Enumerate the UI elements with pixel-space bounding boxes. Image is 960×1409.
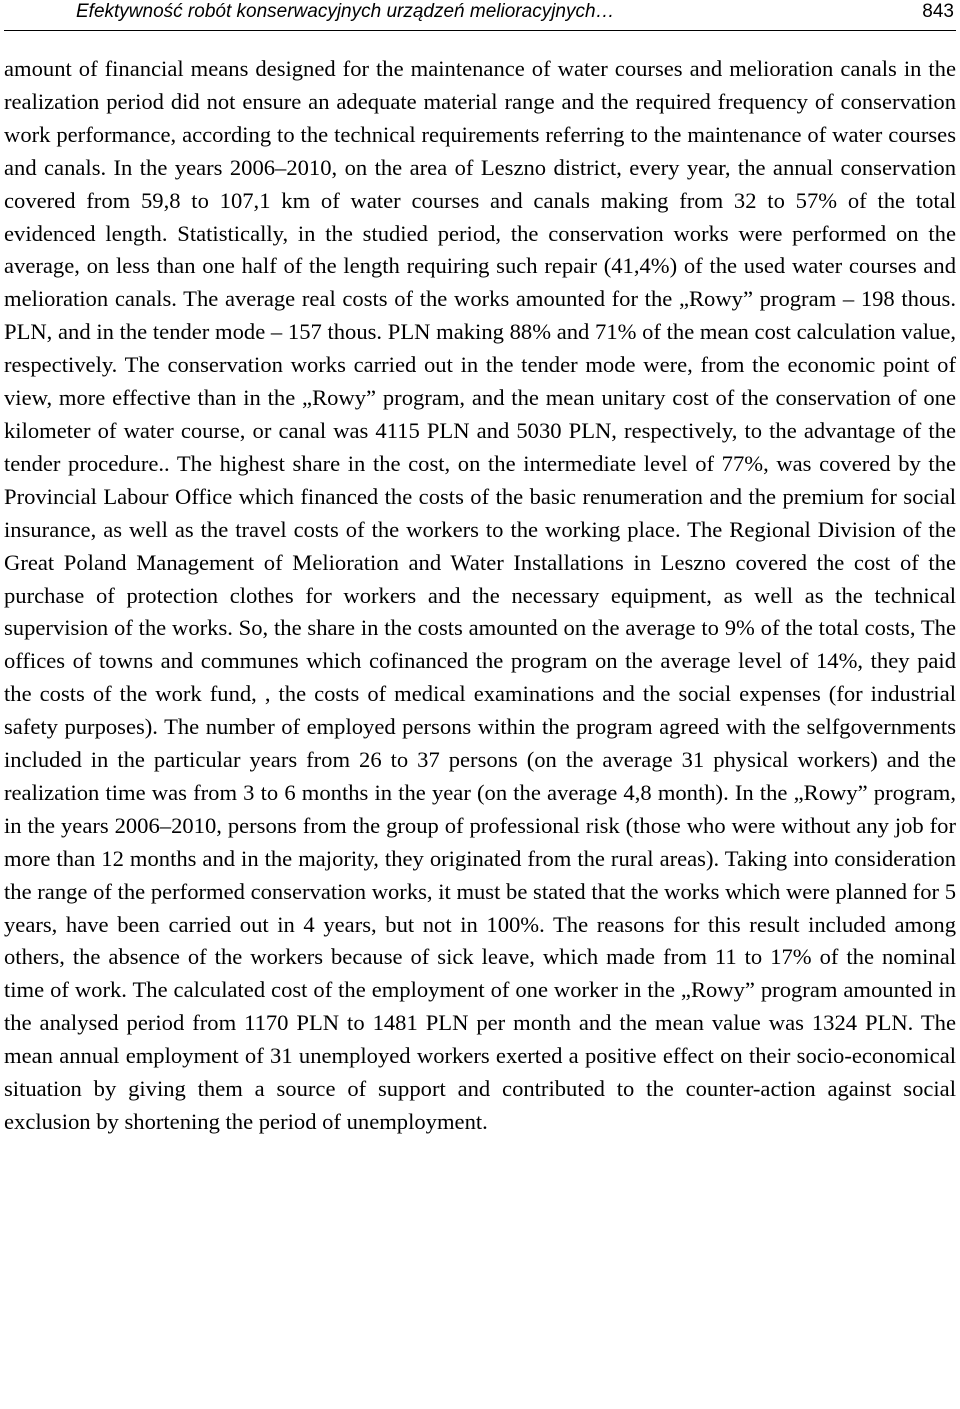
body-paragraph: amount of financial means designed for the maintenance of water courses and melioration canals in the realization period did not ensure an adequate material range and the required frequency of conservation work performance, according to the technical requirements referring to the maintenance of water courses and canals. In the years 2006–2010, on the area of Leszno district, every year, the annual conservation covered from 59,8 to 107,1 km of water courses and canals making from 32 to 57% of the total evidenced length. Statistically, in the studied period, the conservation works were performed on the average, on less than one half of the length requiring such repair (41,4%) of the used water courses and melioration canals. The average real costs of the works amounted for the „Rowy” program – 198 thous. PLN, and in the tender mode – 157 thous. PLN making 88% and 71% of the mean cost calculation value, respectively. The conservation works carried out in the tender mode were, from the economic point of view, more effective than in the „Rowy” program, and the mean unitary cost of the conservation of one kilometer of water course, or canal was 4115 PLN and 5030 PLN, respectively, to the advantage of the tender procedure.. The highest share in the cost, on the intermediate level of 77%, was covered by the Provincial Labour Office which financed the costs of the basic renumeration and the premium for social insurance, as well as the travel costs of the workers to the working place. The Regional Division of the Great Poland Management of Melioration and Water Installations in Leszno covered the cost of the purchase of protection clothes for workers and the necessary equipment, as well as the technical supervision of the works. So, the share in the costs amounted on the average to 9% of the total costs, The offices of towns and communes which cofinanced the program on the average level of 14%, they paid the costs of the work fund, , the costs of medical examinations and the social expenses (for industrial safety purposes). The number of employed persons within the program agreed with the selfgovernments included in the particular years from 26 to 37 persons (on the average 31 physical workers) and the realization time was from 3 to 6 months in the year (on the average 4,8 month). In the „Rowy” program, in the years 2006–2010, persons from the group of professional risk (those who were without any job for more than 12 months and in the majority, they originated from the rural areas). Taking into consideration the range of the performed conservation works, it must be stated that the works which were planned for 5 years, have been carried out in 4 years, but not in 100%. The reasons for this result included among others, the absence of the workers because of sick leave, which made from 11 to 17% of the nominal time of work. The calculated cost of the employment of one worker in the „Rowy” program amounted in the analysed period from 1170 PLN to 1481 PLN per month and the mean value was 1324 PLN. The mean annual employment of 31 unemployed workers exerted a positive effect on their socio-economical situation by giving them a source of support and contributed to the counter-action against social exclusion by shortening the period of unemployment. [4, 56, 956, 1134]
running-title: Efektywność robót konserwacyjnych urządzeń melioracyjnych… [76, 1, 615, 22]
page-number: 843 [922, 1, 954, 22]
running-header [4, 0, 956, 31]
document-page [4, 0, 956, 1409]
